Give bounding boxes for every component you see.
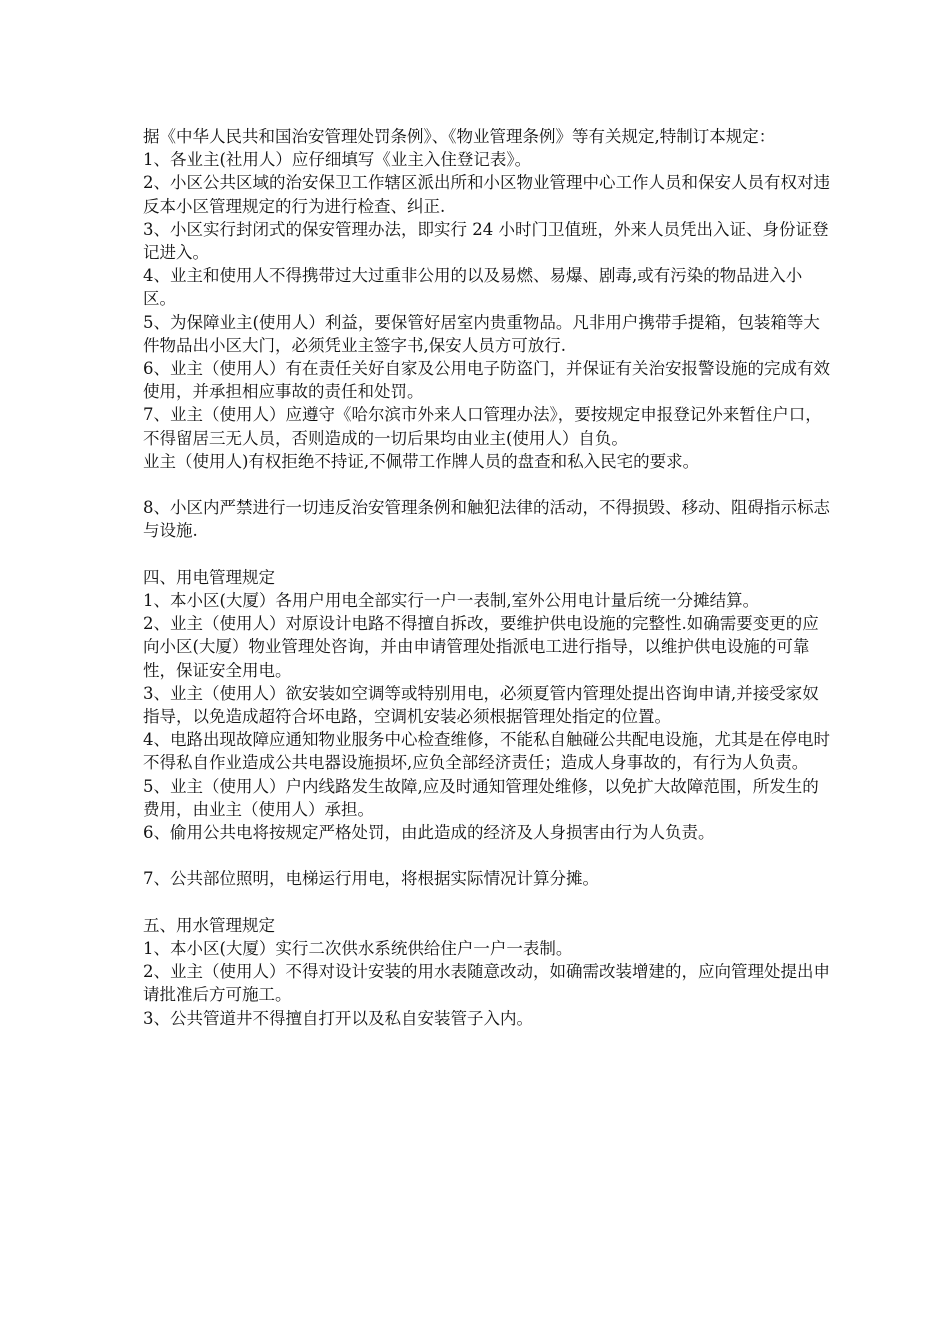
- paragraph-electricity-7: 7、公共部位照明，电梯运行用电，将根据实际情况计算分摊。: [143, 869, 599, 889]
- paragraph-security-7-note: 业主（使用人)有权拒绝不持证,不佩带工作牌人员的盘查和私入民宅的要求。: [143, 451, 700, 471]
- blank-line: [143, 844, 833, 867]
- paragraph-water-3: 3、公共管道井不得擅自打开以及私自安装管子入内。: [143, 1008, 533, 1028]
- paragraph-water-2: 2、业主（使用人）不得对设计安装的用水表随意改动，如确需改装增建的，应向管理处提出申请批准后方可施工。: [143, 962, 830, 1005]
- paragraph-intro: 据《中华人民共和国治安管理处罚条例》、《物业管理条例》等有关规定,特制订本规定：: [143, 127, 776, 146]
- paragraph-security-8: 8、小区内严禁进行一切违反治安管理条例和触犯法律的活动，不得损毁、移动、阻碍指示标志与设施.: [143, 498, 830, 541]
- paragraph-electricity-2: 2、业主（使用人）对原设计电路不得擅自拆改，要维护供电设施的完整性.如确需要变更的应向小区(大厦）物业管理处咨询，并由申请管理处指派电工进行指导，以维护供电设施的可靠性，保证安全用电。: [143, 614, 819, 680]
- paragraph-security-1: 1、各业主(社用人）应仔细填写《业主入住登记表》。: [143, 150, 532, 170]
- paragraph-security-6: 6、业主（使用人）有在责任关好自家及公用电子防盗门，并保证有关治安报警设施的完成有效使用，并承担相应事故的责任和处罚。: [143, 359, 830, 402]
- paragraph-electricity-3: 3、业主（使用人）欲安装如空调等或特别用电，必须夏管内管理处提出咨询申请,并接受家奴指导，以免造成超符合坏电路，空调机安装必须根据管理处指定的位置。: [143, 683, 819, 727]
- paragraph-security-5: 5、为保障业主(使用人）利益，要保管好居室内贵重物品。凡非用户携带手提箱，包装箱等大件物品出小区大门，必须凭业主签字书,保安人员方可放行.: [143, 312, 820, 355]
- document-body: [143, 125, 833, 1030]
- paragraph-electricity-4: 4、电路出现故障应通知物业服务中心检查维修，不能私自触碰公共配电设施，尤其是在停电时不得私自作业造成公共电器设施损坏,应负全部经济责任；造成人身事故的，有行为人负责。: [143, 730, 830, 773]
- paragraph-electricity-5: 5、业主（使用人）户内线路发生故障,应及时通知管理处维修，以免扩大故障范围，所发生的费用，由业主（使用人）承担。: [143, 776, 819, 819]
- blank-line: [143, 473, 833, 496]
- section-heading-water: 五、用水管理规定: [143, 915, 275, 935]
- paragraph-security-2: 2、小区公共区域的治安保卫工作辖区派出所和小区物业管理中心工作人员和保安人员有权对违反本小区管理规定的行为进行检查、纠正.: [143, 173, 830, 216]
- paragraph-water-1: 1、本小区(大厦）实行二次供水系统供给住户一户一表制。: [143, 939, 573, 959]
- paragraph-security-3: 3、小区实行封闭式的保安管理办法，即实行 24 小时门卫值班，外来人员凭出入证、身份证登记进入。: [143, 219, 829, 263]
- paragraph-electricity-6: 6、偷用公共电将按规定严格处罚，由此造成的经济及人身损害由行为人负责。: [143, 823, 715, 843]
- blank-line: [143, 891, 833, 914]
- section-heading-electricity: 四、用电管理规定: [143, 567, 275, 587]
- paragraph-electricity-1: 1、本小区(大厦）各用户用电全部实行一户一表制,室外公用电计量后统一分摊结算。: [143, 591, 760, 611]
- blank-line: [143, 543, 833, 566]
- paragraph-security-4: 4、业主和使用人不得携带过大过重非公用的以及易燃、易爆、剧毒,或有污染的物品进入小区。: [143, 266, 803, 309]
- paragraph-security-7: 7、业主（使用人）应遵守《哈尔滨市外来人口管理办法》，要按规定申报登记外来暂住户口，不得留居三无人员，否则造成的一切后果均由业主(使用人）自负。: [143, 405, 822, 448]
